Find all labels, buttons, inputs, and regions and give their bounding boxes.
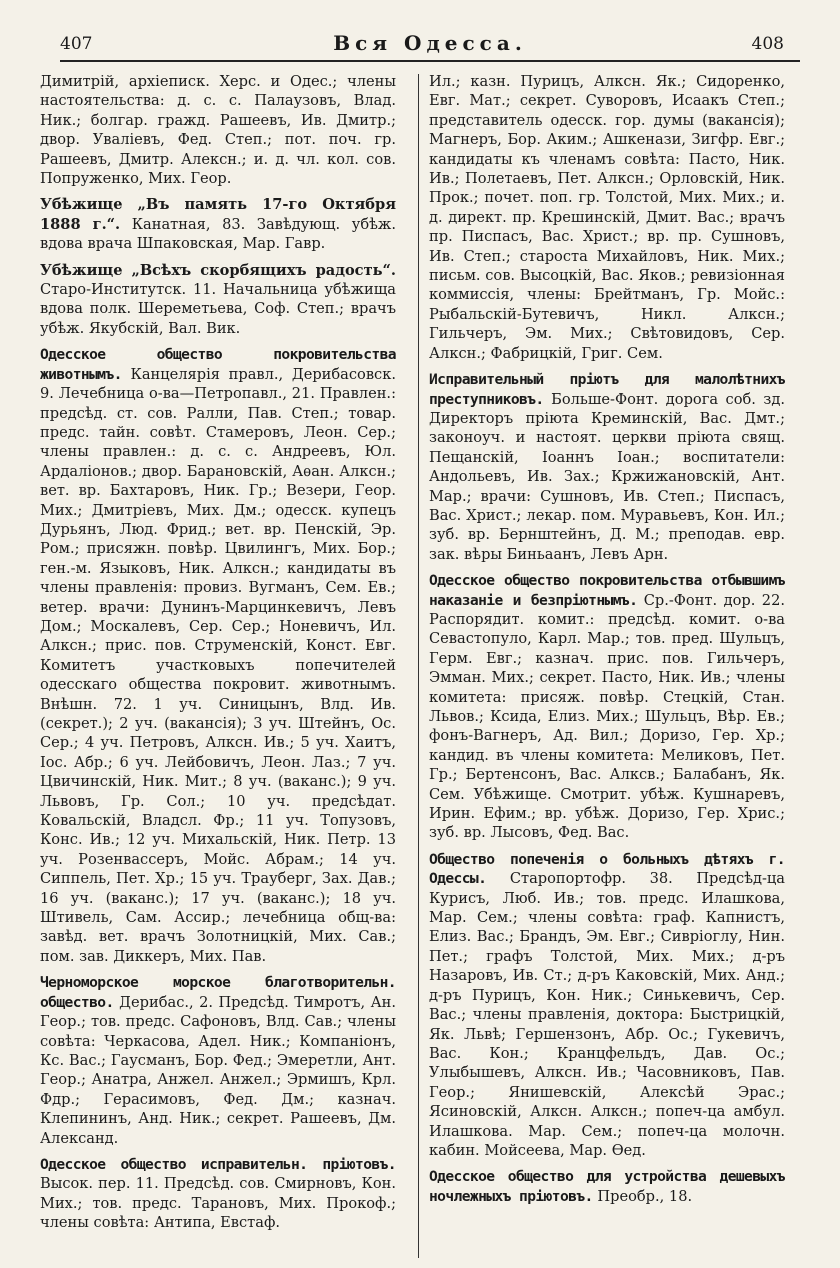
directory-entry: [429, 72, 785, 363]
entry-text: Ср.-Фонт. дор. 22. Распорядит. комит.: предсѣд. комит. о-ва Севастопуло, Карл. Мар.; тов. пред. Шульцъ, Герм. Евг.; казнач. прис. пов. Гильчеръ, Эмман. Мих.; секрет. Пасто, Ник. Ив.; члены комитета: присяж. повѣр. Стецкій, Стан. Львов.; Ксида, Елиз. Мих.; Шульцъ, Вѣр. Ев.; фонъ-Вагнеръ, Ад. Вил.; Доризо, Гер. Хр.; кандид. въ члены комитета: Меликовъ, Пет. Гр.; Бертенсонъ, Вас. Алксв.; Балабанъ, Як. Сем. Убѣжище. Смотрит. убѣж. Кушнаревъ, Ирин. Ефим.; вр. убѣж. Доризо, Гер. Хрис.; зуб. вр. Лысовъ, Фед. Вас.: [429, 591, 786, 842]
entry-heading: Одесское общество исправительн. пріютовъ.: [40, 1155, 396, 1173]
directory-entry: [40, 345, 396, 966]
right-column: [429, 72, 785, 1213]
entry-text: Ил.; казн. Пурицъ, Алксн. Як.; Сидоренко, Евг. Мат.; секрет. Суворовъ, Исаакъ Степ.; представитель одесск. гор. думы (вакансія); Магнеръ, Бор. Аким.; Ашкенази, Зигфр. Евг.; кандидаты къ членамъ совѣта: Пасто, Ник. Ив.; Полетаевъ, Пет. Алксн.; Орловскій, Ник. Прок.; почет. поп. гр. Толстой, Мих. Мих.; и. д. директ. пр. Крешинскій, Дмит. Вас.; врачъ пр. Писпасъ, Вас. Христ.; вр. пр. Сушновъ, Ив. Степ.; староста Михайловъ, Ник. Мих.; письм. сов. Высоцкій, Вас. Яков.; ревизіонная коммиссія, члены: Брейтманъ, Гр. Мойс.: Рыбальскій-Бутевичъ, Никл. Алксн.; Гильчеръ, Эм. Мих.; Свѣтовидовъ, Сер. Алксн.; Фабрицкій, Григ. Сем.: [429, 73, 785, 362]
directory-entry: [429, 850, 785, 1161]
directory-entry: [429, 370, 785, 564]
page-number-right: 408: [751, 34, 784, 54]
running-title: Вся Одесса.: [333, 31, 527, 55]
entry-text: Старопортофр. 38. Предсѣд-ца Курисъ, Люб. Ив.; тов. предс. Илашкова, Мар. Сем.; члены совѣта: граф. Капнистъ, Елиз. Вас.; Брандъ, Эм. Евг.; Сивріоглу, Нин. Пет.; графъ Толстой, Мих. Мих.; д-ръ Назаровъ, Ив. Ст.; д-ръ Каковскій, Мих. Анд.; д-ръ Пурицъ, Кон. Ник.; Синькевичъ, Сер. Вас.; члены правленія, доктора: Быстрицкій, Як. Львѣ; Гершензонъ, Абр. Ос.; Гукевичъ, Вас. Кон.; Кранцфельдъ, Дав. Ос.; Улыбышевъ, Алксн. Ив.; Часовниковъ, Пав. Геор.; Янишевскій, Алексѣй Эрас.; Ясиновскій, Алксн. Алксн.; попеч-ца амбул. Илашкова. Мар. Сем.; попеч-ца молочн. кабин. Мойсеева, Мар. Ѳед.: [429, 870, 785, 1159]
entry-text: Старо-Институтск. 11. Начальница убѣжища вдова полк. Шереметьева, Соф. Степ.; врачъ убѣж. Якубскій, Вал. Вик.: [40, 281, 396, 337]
entry-text: Дерибас., 2. Предсѣд. Тимротъ, Ан. Геор.; тов. предс. Сафоновъ, Влд. Сав.; члены совѣта: Черкасова, Адел. Ник.; Компаніонъ, Кс. Вас.; Гаусманъ, Бор. Фед.; Эмеретли, Ант. Геор.; Анатра, Анжел. Анжел.; Эрмишъ, Крл. Фдр.; Герасимовъ, Фед. Дм.; казнач. Клепининъ, Анд. Ник.; секрет. Рашеевъ, Дм. Александ.: [40, 993, 396, 1147]
entry-text: Больше-Фонт. дорога соб. зд. Директоръ пріюта Креминскій, Вас. Дмт.; законоуч. и настоят. церкви пріюта свящ. Пещанскій, Іоаннъ Іоан.; воспитатели: Андольевъ, Ив. Зах.; Кржижановскій, Ант. Мар.; врачи: Сушновъ, Ив. Степ.; Писпасъ, Вас. Христ.; лекар. пом. Муравьевъ, Кон. Ил.; зуб. вр. Бернштейнъ, Д. М.; преподав. евр. зак. вѣры Биньаанъ, Левъ Арн.: [429, 390, 785, 563]
directory-entry: [40, 261, 396, 339]
entry-text: Канатная, 83. Завѣдующ. убѣж. вдова врача Шпаковская, Мар. Гавр.: [40, 215, 396, 253]
directory-entry: [429, 571, 785, 843]
directory-entry: [40, 973, 396, 1148]
entry-text: Преобр., 18.: [592, 1187, 693, 1205]
page-header: [60, 28, 800, 62]
entry-heading: Убѣжище „Всѣхъ скорбящихъ радость“.: [40, 261, 396, 279]
directory-entry: [40, 72, 396, 188]
entry-heading: Одесское общество покровительства животнымъ.: [40, 346, 396, 383]
directory-entry: [40, 195, 396, 253]
page-number-left: 407: [60, 34, 93, 54]
entry-text: Канцелярія правл., Дерибасовск. 9. Лечебница о-ва—Петропавл., 21. Правлен.: предсѣд. ст. сов. Ралли, Пав. Степ.; товар. предс. тайн. совѣт. Стамеровъ, Леон. Сер.; члены правлен.: д. с. с. Андреевъ, Юл. Ардаліонов.; двор. Барановскій, Аѳан. Алксн.; вет. вр. Бахтаровъ, Ник. Гр.; Везери, Геор. Мих.; Дмитріевъ, Мих. Дм.; одесск. купецъ Дурьянъ, Люд. Фрид.; вет. вр. Пенскій, Эр. Ром.; присяжн. повѣр. Цвилингъ, Мих. Бор.; ген.-м. Языковъ, Ник. Алксн.; кандидаты въ члены правленія: провиз. Вугманъ, Сем. Ев.; ветер. врачи: Дунинъ-Марцинкевичъ, Левъ Дом.; Москалевъ, Сер. Сер.; Ноневичъ, Ил. Алксн.; прис. пов. Струменскій, Конст. Евг. Комитетъ участковыхъ попечителей одесскаго общества покровит. животнымъ. Внѣшн. 72. 1 уч. Синицынъ, Влд. Ив. (секрет.); 2 уч. (вакансія); 3 уч. Штейнъ, Ос. Сер.; 4 уч. Петровъ, Алксн. Ив.; 5 уч. Хаитъ, Іос. Абр.; 6 уч. Лейбовичъ, Леон. Лаз.; 7 уч. Цвичинскій, Ник. Мит.; 8 уч. (ваканс.); 9 уч. Львовъ, Гр. Сол.; 10 уч. предсѣдат. Ковальскій, Владсл. Фр.; 11 уч. Топузовъ, Конс. Ив.; 12 уч. Михальскій, Ник. Петр. 13 уч. Розенвассеръ, Мойс. Абрам.; 14 уч. Сиппель, Пет. Хр.; 15 уч. Трауберг, Зах. Дав.; 16 уч. (ваканс.); 17 уч. (ваканс.); 18 уч. Штивель, Сам. Ассир.; лечебница общ-ва: завѣд. вет. врачъ Золотницкій, Мих. Сав.; пом. зав. Диккеръ, Мих. Пав.: [40, 365, 396, 965]
directory-entry: [429, 1167, 785, 1206]
left-column: [40, 72, 396, 1240]
entry-text: Высок. пер. 11. Предсѣд. сов. Смирновъ, Кон. Мих.; тов. предс. Тарановъ, Мих. Прокоф.; члены совѣта: Антипа, Евстаф.: [40, 1175, 396, 1232]
entry-heading: Одесское общество для устройства дешевыхъ ночлежныхъ пріютовъ.: [429, 1168, 785, 1205]
entry-heading: Одесское общество покровительства отбывшимъ наказаніе и безпріютнымъ.: [429, 572, 785, 609]
column-divider: [418, 74, 419, 1258]
entry-text: Димитрій, архіеписк. Херс. и Одес.; члены настоятельства: д. с. с. Палаузовъ, Влад. Ник.; болгар. гражд. Рашеевъ, Ив. Дмитр.; двор. Уваліевъ, Фед. Степ.; пот. поч. гр. Рашеевъ, Дмитр. Алексн.; и. д. чл. кол. сов. Попруженко, Мих. Геор.: [40, 73, 396, 188]
entry-heading: Убѣжище „Въ память 17-го Октября 1888 г.“.: [40, 196, 396, 233]
entry-heading: Общество попеченія о больныхъ дѣтяхъ г. Одессы.: [429, 850, 785, 888]
entry-heading: Черноморское морское благотворительн. общество.: [40, 974, 396, 1011]
directory-entry: [40, 1155, 396, 1233]
entry-heading: Исправительный пріютъ для малолѣтнихъ преступниковъ.: [429, 371, 785, 408]
